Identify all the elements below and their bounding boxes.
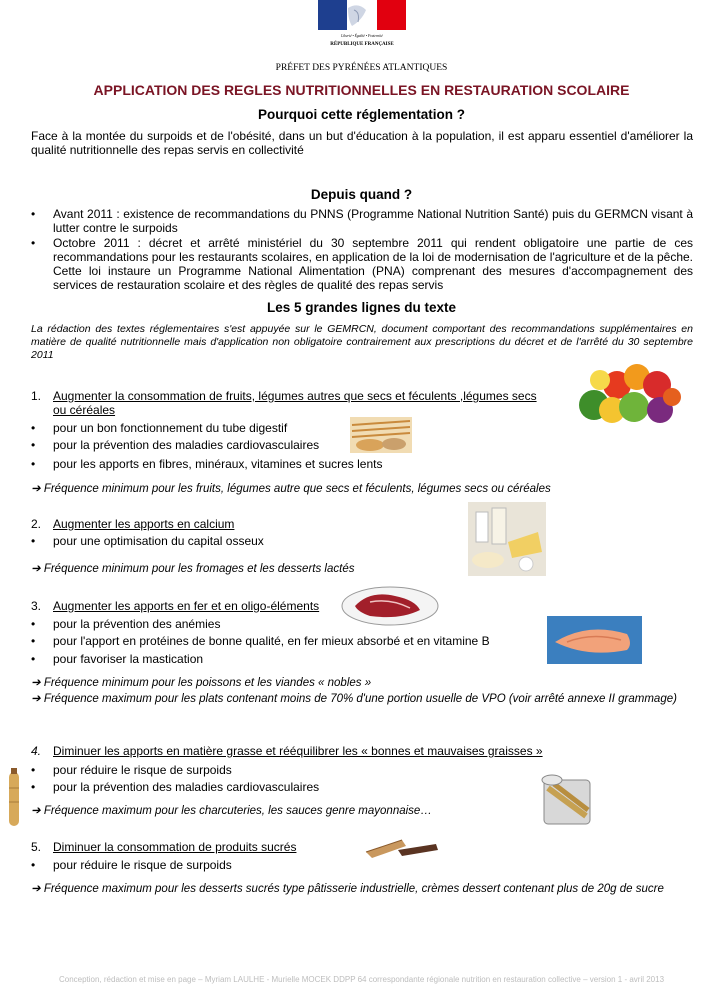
item-1-frequency: ➔ Fréquence minimum pour les fruits, légumes autre que secs et féculents, légumes secs ou céréales xyxy=(31,483,551,495)
item-2-frequency: ➔ Fréquence minimum pour les fromages et les desserts lactés xyxy=(31,563,355,575)
since-heading: Depuis quand ? xyxy=(310,187,413,202)
prefet-heading: PRÉFET DES PYRÉNÉES ATLANTIQUES xyxy=(275,63,448,73)
list-item: • Octobre 2011 : décret et arrêté ministériel du 30 septembre 2011 qui rendent obligatoire une partie de ces recommandations pour les restaurants scolaires, en application de la loi de modernisation de l'agriculture et de la pêche. Cette loi instaure un Programme National Alimentation (PNA) comprenant des mesures d'accompagnement des services de restauration scolaire et des règles de qualité des repas servis xyxy=(31,236,693,292)
fruits-vegetables-image xyxy=(572,355,682,430)
since-bullet-1: Avant 2011 : existence de recommandations du PNNS (Programme National Nutrition Santé) puis du GERMCN visant à lutter contre le surpoids xyxy=(53,207,693,235)
why-heading: Pourquoi cette réglementation ? xyxy=(257,107,466,122)
footer-credits: Conception, rédaction et mise en page – Myriam LAULHE - Murielle MOCEK DDPP 64 correspondante régionale nutrition en restauration collective – version 1 - avril 2013 xyxy=(58,975,665,984)
item-2-title: Augmenter les apports en calcium xyxy=(53,517,235,531)
lines-heading: Les 5 grandes lignes du texte xyxy=(266,300,457,315)
lines-intro: La rédaction des textes réglementaires s'est appuyée sur le GEMRCN, document comportant des recommandations supplémentaires en matière de qualité nutritionnelle mais d'application non obligatoire contrairement aux prescriptions du décret et de l'arrêté du 30 septembre 2011 xyxy=(31,323,693,361)
pasta-image xyxy=(350,417,412,453)
item-5-heading: 5. Diminuer la consommation de produits sucrés xyxy=(31,840,297,854)
sausage-image xyxy=(6,768,22,828)
page-title: APPLICATION DES REGLES NUTRITIONNELLES EN RESTAURATION SCOLAIRE xyxy=(93,82,630,98)
logo-motto: Liberté • Égalité • Fraternité xyxy=(341,34,383,38)
item-1-title-line2: ou céréales xyxy=(53,403,116,417)
pastry-image xyxy=(362,830,442,860)
since-bullet-2: Octobre 2011 : décret et arrêté ministériel du 30 septembre 2011 qui rendent obligatoire une partie de ces recommandations pour les restaurants scolaires, en application de la loi de modernisation de l'agriculture et de la pêche. Cette loi instaure un Programme National Alimentation (PNA) comprenant des mesures d'accompagnement des services de restauration scolaire et des règles de qualité des repas servis xyxy=(53,236,693,292)
item-1-title-line1: Augmenter la consommation de fruits, légumes autres que secs et féculents ,légumes secs xyxy=(53,389,537,403)
item-4-title: Diminuer les apports en matière grasse et rééquilibrer les « bonnes et mauvaises graisses » xyxy=(53,744,543,758)
item-3-title: Augmenter les apports en fer et en oligo-éléments xyxy=(53,599,320,613)
item-3-heading: 3. Augmenter les apports en fer et en oligo-éléments xyxy=(31,599,320,613)
list-item: • Avant 2011 : existence de recommandations du PNNS (Programme National Nutrition Santé) puis du GERMCN visant à lutter contre le surpoids xyxy=(31,207,693,235)
fish-image xyxy=(547,616,642,664)
item-1-heading: 1. Augmenter la consommation de fruits, légumes autres que secs et féculents ,légumes secs ou céréales xyxy=(31,389,537,417)
item-2-heading: 2. Augmenter les apports en calcium xyxy=(31,517,235,531)
sardine-tin-image xyxy=(540,770,596,828)
logo-republique: RÉPUBLIQUE FRANÇAISE xyxy=(330,42,394,47)
item-3-frequency-min: ➔ Fréquence minimum pour les poissons et les viandes « nobles » xyxy=(31,677,372,689)
item-3-frequency-max: ➔ Fréquence maximum pour les plats contenant moins de 70% d'une portion usuelle de VPO (voir arrêté annexe II grammage) xyxy=(31,693,677,705)
meat-image xyxy=(340,582,440,627)
dairy-image xyxy=(468,502,546,576)
item-4-frequency: ➔ Fréquence maximum pour les charcuteries, les sauces genre mayonnaise… xyxy=(31,805,432,817)
why-text: Face à la montée du surpoids et de l'obésité, dans un but d'éducation à la population, il est apparu essentiel d'améliorer la qualité nutritionnelle des repas servis en collectivité xyxy=(31,129,693,157)
item-5-frequency: ➔ Fréquence maximum pour les desserts sucrés type pâtisserie industrielle, crèmes dessert contenant plus de 20g de sucre xyxy=(31,883,664,895)
republique-francaise-logo xyxy=(318,0,406,55)
item-4-heading: 4. Diminuer les apports en matière grasse et rééquilibrer les « bonnes et mauvaises graisses » xyxy=(31,744,543,758)
item-5-title: Diminuer la consommation de produits sucrés xyxy=(53,840,297,854)
